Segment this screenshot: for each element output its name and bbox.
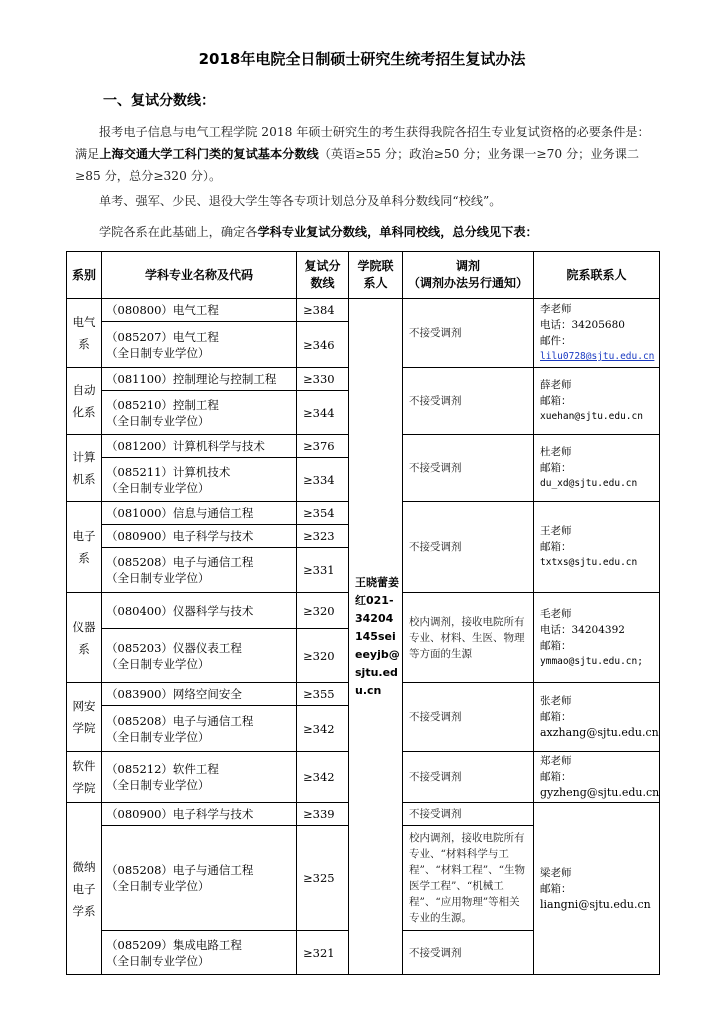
dept-cell: 电子系 (67, 502, 102, 593)
major-cell (102, 322, 297, 368)
contact-email-link[interactable]: lilu0728@sjtu.edu.cn (540, 351, 655, 362)
score-cell: ≥331 (297, 548, 349, 593)
major-name: （085208）电子与通信工程 (106, 863, 254, 877)
major-type: （全日制专业学位） (106, 778, 210, 792)
dept-cell: 仪器系 (67, 593, 102, 683)
header-adjust (403, 252, 534, 299)
dept-contact-cell (534, 803, 660, 975)
major-cell: （080900）电子科学与技术 (102, 525, 297, 548)
major-cell (102, 931, 297, 975)
contact-email: du_xd@sjtu.edu.cn (540, 478, 638, 489)
major-type: （全日制专业学位） (106, 953, 210, 968)
adjust-cell: 不接受调剂 (403, 803, 534, 826)
contact-mail-label: 邮箱： (540, 541, 572, 553)
major-type: （全日制专业学位） (106, 413, 210, 428)
contact-name: 毛老师 (540, 607, 572, 620)
score-cell: ≥321 (297, 931, 349, 975)
adjust-cell: 不接受调剂 (403, 368, 534, 435)
major-cell (102, 706, 297, 752)
p3-bold: 学科专业复试分数线，单科同校线，总分线见下表： (257, 225, 538, 239)
college-contact-cell: 王晓蕾姜红021-34204145seieeyjb@sjtu.edu.cn (349, 299, 403, 975)
dept-cell: 电气系 (67, 299, 102, 368)
major-type: （全日制专业学位） (106, 656, 210, 671)
contact-email: axzhang@sjtu.edu.cn (540, 726, 659, 739)
contact-name: 王老师 (540, 525, 572, 537)
dept-contact-cell (534, 502, 660, 593)
major-cell: （080800）电气工程 (102, 299, 297, 322)
page-title: 2018年电院全日制硕士研究生统考招生复试办法 (198, 50, 526, 68)
major-type: （全日制专业学位） (106, 729, 210, 744)
paragraph-table-intro (75, 221, 661, 243)
contact-email: liangni@sjtu.edu.cn (540, 897, 651, 911)
adjust-cell: 不接受调剂 (403, 435, 534, 502)
contact-name: 杜老师 (540, 446, 572, 458)
major-name: （085203）仪器仪表工程 (106, 640, 242, 655)
major-cell: （083900）网络空间安全 (102, 683, 297, 706)
dept-cell: 自动化系 (67, 368, 102, 435)
dept-contact-cell (534, 435, 660, 502)
adjust-cell: 不接受调剂 (403, 752, 534, 803)
contact-phone: 电话：34204392 (540, 623, 625, 636)
contact-name: 张老师 (540, 695, 572, 707)
header-score: 复试分数线 (297, 252, 349, 299)
header-dept-contact: 院系联系人 (534, 252, 660, 299)
dept-contact-cell (534, 683, 660, 752)
dept-cell: 微纳电子学系 (67, 803, 102, 975)
paragraph-special-plans: 单考、强军、少民、退役大学生等各专项计划总分及单科分数线同“校线”。 (99, 194, 502, 208)
score-cell: ≥334 (297, 458, 349, 502)
major-cell (102, 629, 297, 683)
p3-before: 学院各系在此基础上，确定各 (99, 225, 258, 239)
major-type: （全日制专业学位） (106, 571, 210, 585)
major-name: （085209）集成电路工程 (106, 937, 242, 952)
score-cell: ≥325 (297, 826, 349, 931)
score-cell: ≥344 (297, 391, 349, 435)
contact-name: 梁老师 (540, 866, 572, 879)
score-cell: ≥320 (297, 593, 349, 629)
dept-cell: 网安学院 (67, 683, 102, 752)
contact-mail-label: 邮箱： (540, 395, 572, 407)
contact-email: xuehan@sjtu.edu.cn (540, 411, 643, 422)
contact-name: 薛老师 (540, 379, 572, 391)
dept-contact-cell (534, 752, 660, 803)
table-row (67, 299, 660, 322)
major-cell (102, 752, 297, 803)
major-cell: （081100）控制理论与控制工程 (102, 368, 297, 391)
p1-before: 报考电子信息与电气工程学院 2018 年硕士研究生的考生获得我院各招生专业复试资格的必要条件是：满足 (75, 125, 650, 161)
dept-contact-cell (534, 593, 660, 683)
header-dept: 系别 (67, 252, 102, 299)
score-cell: ≥346 (297, 322, 349, 368)
major-name: （085212）软件工程 (106, 762, 219, 776)
major-name: （085207）电气工程 (106, 329, 219, 344)
paragraph-requirements (75, 121, 661, 187)
contact-name: 郑老师 (540, 755, 572, 767)
major-cell (102, 826, 297, 931)
dept-cell: 计算机系 (67, 435, 102, 502)
contact-mail-label: 邮箱： (540, 771, 572, 783)
score-cell: ≥342 (297, 706, 349, 752)
contact-email: ymmao@sjtu.edu.cn; (540, 655, 643, 667)
score-cell: ≥354 (297, 502, 349, 525)
major-cell (102, 391, 297, 435)
adjust-cell: 不接受调剂 (403, 502, 534, 593)
dept-contact-cell (534, 299, 660, 368)
major-cell (102, 458, 297, 502)
adjust-cell: 不接受调剂 (403, 683, 534, 752)
header-adjust-note: （调剂办法另行通知） (407, 276, 528, 290)
major-cell: （080400）仪器科学与技术 (102, 593, 297, 629)
contact-mail-label: 邮件： (540, 335, 572, 347)
major-type: （全日制专业学位） (106, 345, 210, 360)
major-name: （085210）控制工程 (106, 397, 219, 412)
score-cell: ≥339 (297, 803, 349, 826)
major-cell: （080900）电子科学与技术 (102, 803, 297, 826)
major-cell: （081000）信息与通信工程 (102, 502, 297, 525)
adjust-cell: 校内调剂，接收电院所有专业、“材料科学与工程”、“材料工程”、“生物医学工程”、“机械工程”、“应用物理”等相关专业的生源。 (403, 826, 534, 931)
score-cell: ≥323 (297, 525, 349, 548)
dept-cell: 软件学院 (67, 752, 102, 803)
major-name: （085211）计算机技术 (106, 464, 231, 479)
contact-email: gyzheng@sjtu.edu.cn (540, 786, 660, 799)
section-heading: 一、复试分数线： (103, 93, 215, 109)
table-header-row (67, 252, 660, 299)
contact-name: 李老师 (540, 303, 572, 315)
contact-mail-label: 邮箱： (540, 462, 572, 474)
header-college-contact: 学院联系人 (349, 252, 403, 299)
contact-mail-label: 邮箱： (540, 639, 572, 652)
contact-mail-label: 邮箱： (540, 711, 572, 723)
header-adjust-label: 调剂 (455, 259, 480, 273)
score-cell: ≥376 (297, 435, 349, 458)
p1-after: （英语≥55 分；政治≥50 分；业务课一≥70 分；业务课二≥85 分，总分≥320 分）。 (75, 147, 640, 183)
contact-phone: 电话：34205680 (540, 319, 625, 331)
contact-mail-label: 邮箱： (540, 882, 572, 895)
p1-bold: 上海交通大学工科门类的复试基本分数线 (99, 147, 319, 161)
score-cell: ≥384 (297, 299, 349, 322)
score-cell: ≥355 (297, 683, 349, 706)
score-cell: ≥342 (297, 752, 349, 803)
score-cell: ≥320 (297, 629, 349, 683)
major-name: （085208）电子与通信工程 (106, 713, 254, 728)
adjust-cell: 不接受调剂 (403, 931, 534, 975)
major-type: （全日制专业学位） (106, 879, 210, 893)
dept-contact-cell (534, 368, 660, 435)
header-major: 学科专业名称及代码 (102, 252, 297, 299)
major-cell (102, 548, 297, 593)
score-table (66, 251, 660, 975)
contact-email: txtxs@sjtu.edu.cn (540, 557, 638, 568)
major-type: （全日制专业学位） (106, 480, 210, 495)
major-name: （085208）电子与通信工程 (106, 555, 254, 569)
adjust-cell: 校内调剂，接收电院所有专业、材料、生医、物理等方面的生源 (403, 593, 534, 683)
score-cell: ≥330 (297, 368, 349, 391)
major-cell: （081200）计算机科学与技术 (102, 435, 297, 458)
adjust-cell: 不接受调剂 (403, 299, 534, 368)
